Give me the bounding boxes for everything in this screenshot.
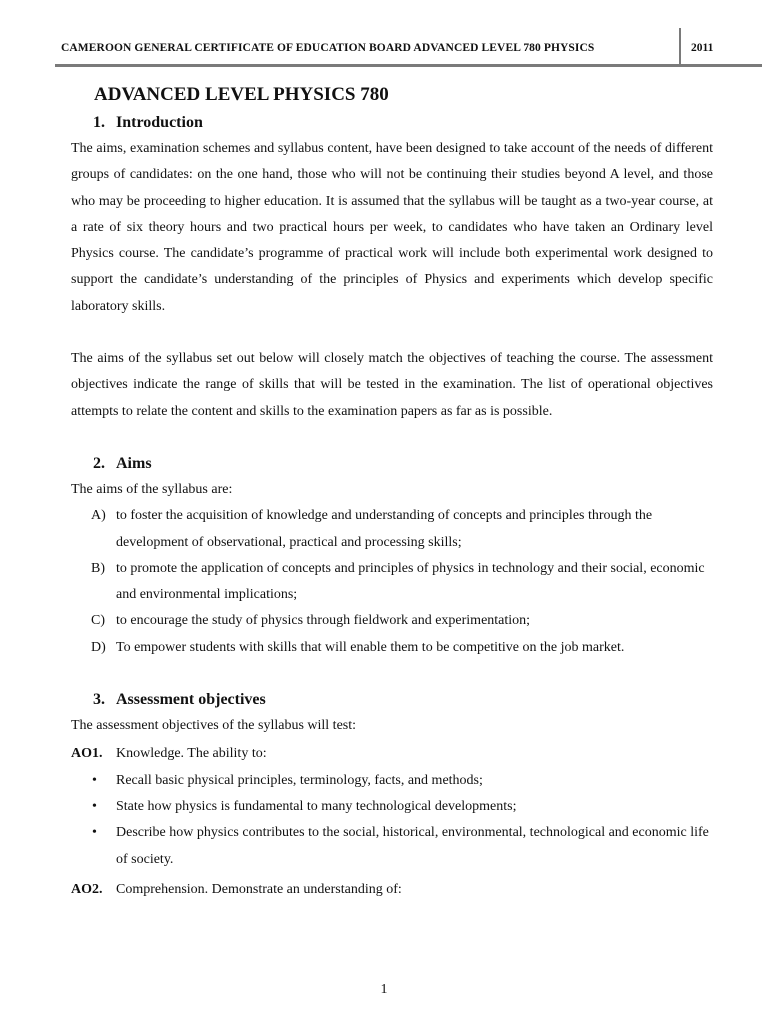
section-title: Aims bbox=[116, 454, 152, 472]
section-heading-assessment bbox=[93, 687, 713, 713]
aims-item bbox=[71, 556, 713, 609]
aims-item-text: to foster the acquisition of knowledge and understanding of concepts and principles through the development of observational, practical and processing skills; bbox=[116, 508, 653, 550]
section-heading-aims bbox=[93, 451, 713, 477]
header-board-title: CAMEROON GENERAL CERTIFICATE OF EDUCATION BOARD ADVANCED LEVEL 780 PHYSICS bbox=[61, 42, 595, 54]
ao2-text: Comprehension. Demonstrate an understanding of: bbox=[116, 881, 402, 897]
bullet-text: Recall basic physical principles, terminology, facts, and methods; bbox=[116, 772, 483, 788]
bullet-item bbox=[71, 794, 713, 820]
aims-list bbox=[71, 503, 713, 661]
aims-item bbox=[71, 635, 713, 661]
bullet-icon: • bbox=[92, 798, 97, 814]
aims-lead: The aims of the syllabus are: bbox=[71, 481, 233, 497]
header-year: 2011 bbox=[691, 42, 714, 54]
assessment-lead: The assessment objectives of the syllabus will test: bbox=[71, 718, 357, 734]
bullet-icon: • bbox=[92, 825, 97, 841]
section-number: 1. bbox=[93, 114, 105, 131]
bullet-item bbox=[71, 768, 713, 794]
section-number: 3. bbox=[93, 691, 105, 709]
ao1-marker: AO1. bbox=[71, 746, 103, 762]
aims-item-marker: C) bbox=[91, 613, 105, 629]
ao2-line bbox=[71, 877, 713, 903]
bullet-text: Describe how physics contributes to the social, historical, environmental, technological and economic life of society. bbox=[116, 825, 709, 867]
bullet-item bbox=[71, 820, 713, 873]
aims-item-marker: A) bbox=[91, 508, 106, 524]
aims-item bbox=[71, 503, 713, 556]
intro-paragraph-2: The aims of the syllabus set out below will closely match the objectives of teaching the course. The assessment objectives indicate the range of skills that will be tested in the examination. The list of operational objectives attempts to relate the content and skills to the examination papers as far as is possible. bbox=[71, 351, 713, 419]
intro-paragraph-1: The aims, examination schemes and syllabus content, have been designed to take account of the needs of different groups of candidates: on the one hand, those who will not be continuing their studies beyond A level, and those who may be proceeding to higher education. It is assumed that the syllabus will be taught as a two-year course, at a rate of six theory hours and two practical hours per week, to candidates who have taken an Ordinary level Physics course. The candidate’s programme of practical work will include both experimental work designed to support the candidate’s understanding of the principles of Physics and experiments which develop specific laboratory skills. bbox=[71, 141, 713, 314]
aims-item bbox=[71, 608, 713, 634]
section-title: Introduction bbox=[116, 114, 203, 131]
aims-item-marker: D) bbox=[91, 639, 106, 655]
page-number: 1 bbox=[380, 982, 388, 997]
ao1-line bbox=[71, 741, 713, 767]
aims-item-text: to promote the application of concepts and principles of physics in technology and their social, economic and environmental implications; bbox=[116, 560, 705, 603]
section-heading-introduction bbox=[93, 110, 713, 136]
aims-item-marker: B) bbox=[91, 560, 105, 576]
document-title: ADVANCED LEVEL PHYSICS 780 bbox=[94, 84, 389, 105]
bullet-icon: • bbox=[92, 772, 97, 788]
ao2-marker: AO2. bbox=[71, 881, 103, 897]
ao1-bullet-list bbox=[71, 768, 713, 873]
ao1-text: Knowledge. The ability to: bbox=[116, 746, 267, 762]
section-title: Assessment objectives bbox=[116, 691, 266, 709]
page-header bbox=[55, 28, 762, 66]
header-divider-vertical bbox=[679, 28, 681, 66]
section-number: 2. bbox=[93, 454, 105, 472]
bullet-text: State how physics is fundamental to many technological developments; bbox=[116, 798, 517, 814]
aims-item-text: To empower students with skills that will enable them to be competitive on the job market. bbox=[116, 639, 625, 655]
aims-item-text: to encourage the study of physics through fieldwork and experimentation; bbox=[116, 613, 531, 629]
document-body bbox=[71, 80, 713, 903]
header-rule bbox=[55, 64, 762, 67]
